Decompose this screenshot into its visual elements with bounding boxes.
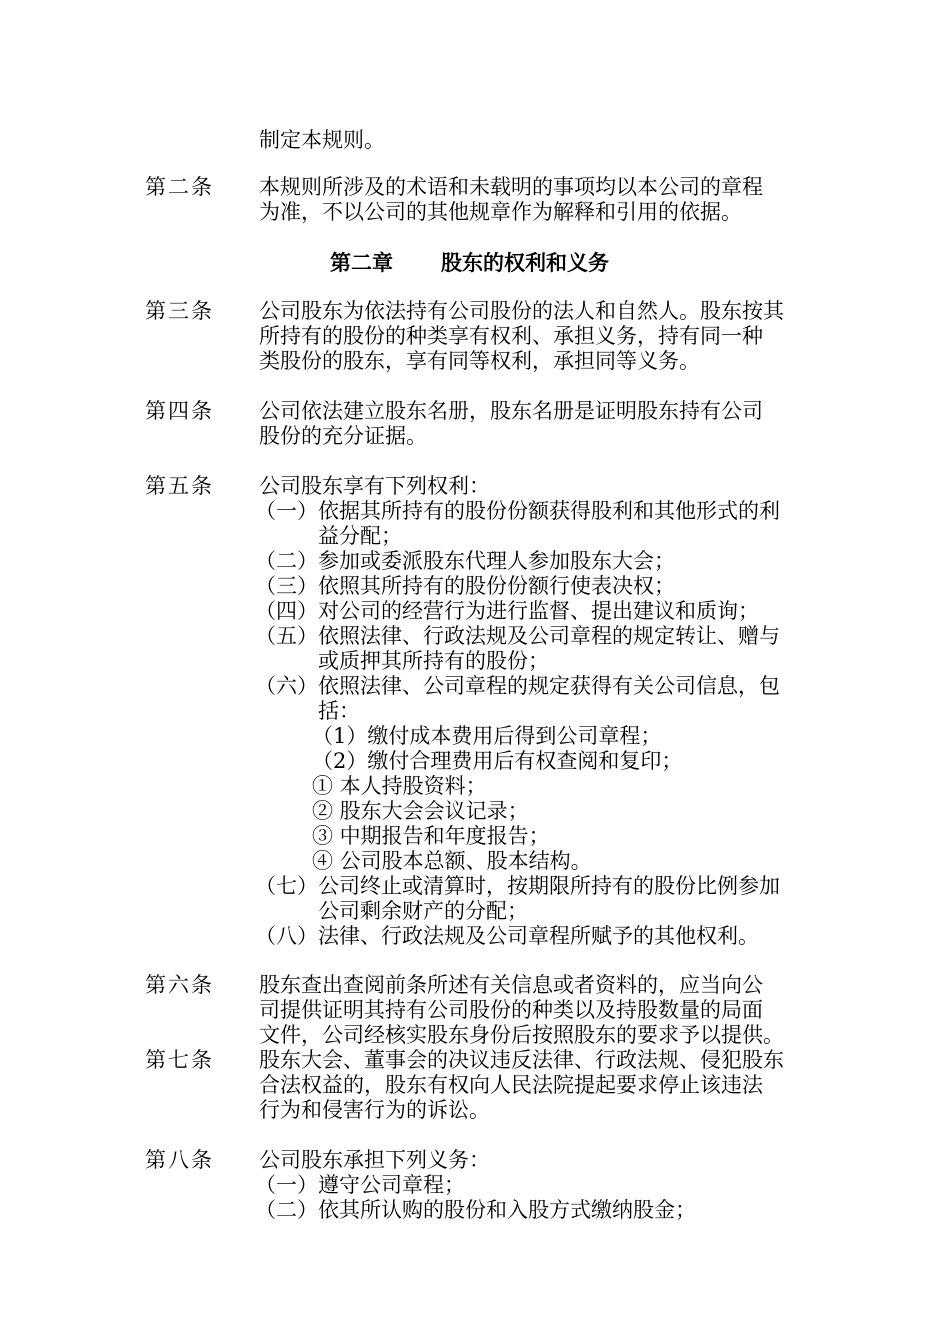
paragraph-line: 制定本规则。 <box>259 128 385 152</box>
paragraph-line: 股份的充分证据。 <box>259 424 427 448</box>
paragraph-line: 类股份的股东，享有同等权利，承担同等义务。 <box>259 349 700 373</box>
list-item: （八）法律、行政法规及公司章程所赋予的其他权利。 <box>255 924 759 948</box>
list-item: （五）依照法律、行政法规及公司章程的规定转让、赠与 <box>255 624 780 648</box>
list-item: 益分配； <box>318 524 402 548</box>
paragraph-line: 文件，公司经核实股东身份后按照股东的要求予以提供。 <box>259 1023 784 1047</box>
list-item: （四）对公司的经营行为进行监督、提出建议和质询； <box>255 599 759 623</box>
list-item: ② 股东大会会议记录； <box>312 799 529 823</box>
list-item: 括： <box>318 699 360 723</box>
list-item: （二）参加或委派股东代理人参加股东大会； <box>255 549 675 573</box>
article-label: 第八条 <box>145 1148 214 1172</box>
list-item: （一）遵守公司章程； <box>255 1173 465 1197</box>
paragraph-line: 所持有的股份的种类享有权利、承担义务，持有同一种 <box>259 324 763 348</box>
paragraph-line: 公司股东为依法持有公司股份的法人和自然人。股东按其 <box>259 299 784 323</box>
list-item: ① 本人持股资料； <box>312 774 487 798</box>
paragraph-line: 公司股东承担下列义务： <box>259 1148 490 1172</box>
paragraph-line: 本规则所涉及的术语和未载明的事项均以本公司的章程 <box>259 175 763 199</box>
chapter-title: 股东的权利和义务 <box>441 250 609 275</box>
paragraph-line: 股东查出查阅前条所述有关信息或者资料的，应当向公 <box>259 973 763 997</box>
list-item: ④ 公司股本总额、股本结构。 <box>312 849 592 873</box>
list-item: （二）依其所认购的股份和入股方式缴纳股金； <box>255 1198 696 1222</box>
list-item: （2）缴付合理费用后有权查阅和复印； <box>312 749 683 773</box>
article-label: 第五条 <box>145 474 214 498</box>
list-item: （三）依照其所持有的股份份额行使表决权； <box>255 574 675 598</box>
list-item: （六）依照法律、公司章程的规定获得有关公司信息，包 <box>255 674 780 698</box>
list-item: （七）公司终止或清算时，按期限所持有的股份比例参加 <box>255 874 780 898</box>
paragraph-line: 合法权益的，股东有权向人民法院提起要求停止该违法 <box>259 1073 763 1097</box>
list-item: 公司剩余财产的分配； <box>318 899 528 923</box>
paragraph-line: 股东大会、董事会的决议违反法律、行政法规、侵犯股东 <box>259 1048 784 1072</box>
article-label: 第七条 <box>145 1048 214 1072</box>
article-label: 第六条 <box>145 973 214 997</box>
article-label: 第二条 <box>145 175 214 199</box>
article-label: 第三条 <box>145 299 214 323</box>
chapter-number: 第二章 <box>330 250 393 275</box>
list-item: （一）依据其所持有的股份份额获得股利和其他形式的利 <box>255 499 780 523</box>
article-label: 第四条 <box>145 399 214 423</box>
list-item: ③ 中期报告和年度报告； <box>312 824 550 848</box>
paragraph-line: 行为和侵害行为的诉讼。 <box>259 1098 490 1122</box>
list-item: 或质押其所持有的股份； <box>318 649 549 673</box>
paragraph-line: 司提供证明其持有公司股份的种类以及持股数量的局面 <box>259 998 763 1022</box>
paragraph-line: 公司股东享有下列权利： <box>259 474 490 498</box>
paragraph-line: 公司依法建立股东名册，股东名册是证明股东持有公司 <box>259 399 763 423</box>
list-item: （1）缴付成本费用后得到公司章程； <box>312 724 662 748</box>
paragraph-line: 为准，不以公司的其他规章作为解释和引用的依据。 <box>259 200 742 224</box>
